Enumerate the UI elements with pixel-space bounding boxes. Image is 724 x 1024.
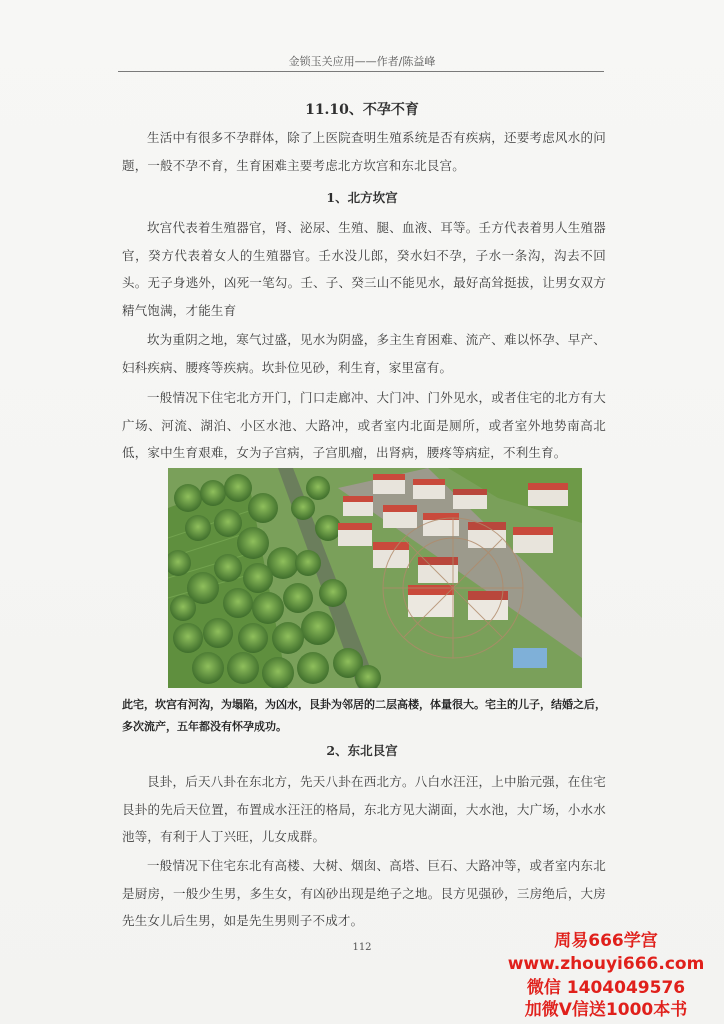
watermark-line-1: 周易666学宫 xyxy=(554,931,658,951)
aerial-photo xyxy=(168,468,582,688)
gen-paragraph-1: 艮卦，后天八卦在东北方，先天八卦在西北方。八白水汪汪，上中胎元强，在住宅艮卦的先后天位置，布置成水汪汪的格局，东北方见大湖面，大水池，大广场，小水水池等，有利于人丁兴旺，儿女成群。 xyxy=(122,774,606,844)
kan-paragraph-1: 坎宫代表着生殖器官，肾、泌尿、生殖、腿、血液、耳等。壬方代表着男人生殖器官，癸方代表着女人的生殖器官。壬水没儿郎，癸水妇不孕，子水一条沟，沟去不回头。无子身逃外，凶死一笔勾。壬、子、癸三山不能见水，最好高耸挺拔，让男女双方精气饱满，才能生育 xyxy=(122,220,606,318)
kan-paragraph-3: 一般情况下住宅北方开门，门口走廊冲、大门冲、门外见水，或者住宅的北方有大广场、河流、湖泊、小区水池、大路冲，或者室内北面是厕所，或者室外地势南高北低，家中生育艰难，女为子宫病，子宫肌瘤，出肾病，腰疼等病症，不利生育。 xyxy=(122,390,606,460)
page-number: 112 xyxy=(352,942,372,953)
kan-paragraph-2: 坎为重阴之地，寒气过盛，见水为阴盛，多主生育困难、流产、难以怀孕、早产、妇科疾病、腰疼等疾病。坎卦位见砂，利生育，家里富有。 xyxy=(122,332,606,375)
header-rule xyxy=(118,71,604,72)
running-header: 金锁玉关应用——作者/陈益峰 xyxy=(288,55,436,68)
aerial-village-image xyxy=(168,468,582,688)
section-title: 11.10、不孕不育 xyxy=(305,102,419,118)
watermark-line-3: 微信 1404049576 xyxy=(526,978,686,998)
subsection-title-kan: 1、北方坎宫 xyxy=(326,190,398,205)
subsection-title-gen: 2、东北艮宫 xyxy=(326,743,398,758)
intro-paragraph: 生活中有很多不孕群体，除了上医院查明生殖系统是否有疾病，还要考虑风水的问题，一般不孕不育，生育困难主要考虑北方坎宫和东北艮宫。 xyxy=(122,130,606,173)
gen-paragraph-2: 一般情况下住宅东北有高楼、大树、烟囱、高塔、巨石、大路冲等，或者室内东北是厨房，一般少生男，多生女，有凶砂出现是绝子之地。艮方见强砂，三房绝后，大房先生女儿后生男，如是先生男则子不成才。 xyxy=(122,858,606,928)
watermark-line-2: www.zhouyi666.com xyxy=(507,954,705,974)
photo-caption: 此宅，坎宫有河沟，为塌陷，为凶水，艮卦为邻居的二层高楼，体量很大。宅主的儿子，结婚之后，多次流产，五年都没有怀孕成功。 xyxy=(122,698,606,733)
watermark-line-4: 加微V信送1000本书 xyxy=(524,1000,688,1020)
